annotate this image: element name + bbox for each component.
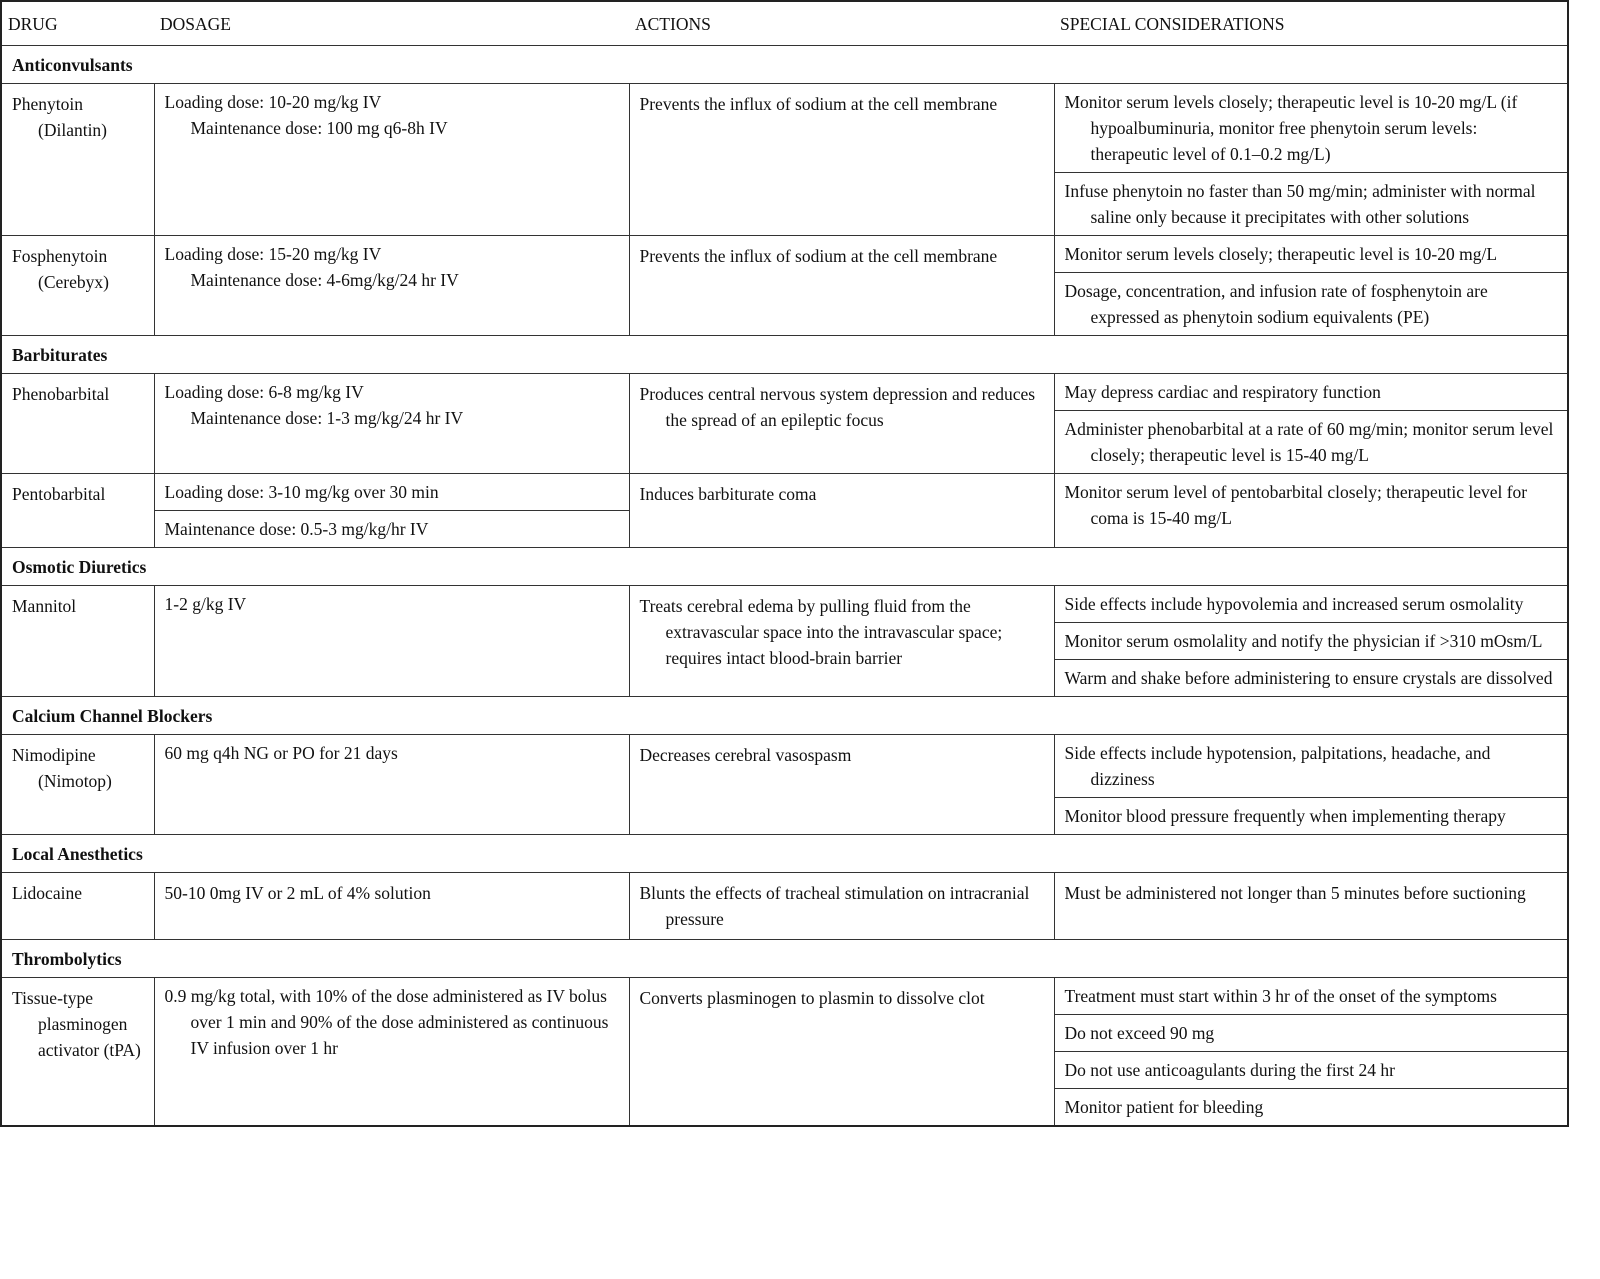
dosage-cell: [154, 873, 629, 940]
group-row: [1, 336, 1568, 374]
table-row: [1, 586, 1568, 623]
dosage-line: Loading dose: 6-8 mg/kg IV: [164, 382, 364, 402]
dosage-line: 60 mg q4h NG or PO for 21 days: [164, 743, 398, 763]
header-special-considerations: SPECIAL CONSIDERATIONS: [1054, 1, 1568, 46]
header-actions: ACTIONS: [629, 1, 1054, 46]
dosage-line: Loading dose: 15-20 mg/kg IV: [164, 244, 382, 264]
table-row: [1, 978, 1568, 1015]
dosage-cell: [154, 84, 629, 236]
consideration-cell: Monitor patient for bleeding: [1054, 1089, 1568, 1127]
dosage-cell: [154, 374, 629, 474]
group-name: Calcium Channel Blockers: [1, 697, 1568, 735]
header-drug: DRUG: [1, 1, 154, 46]
consideration-cell: Warm and shake before administering to ensure crystals are dissolved: [1054, 660, 1568, 697]
consideration-cell: Side effects include hypotension, palpitations, headache, and dizziness: [1054, 735, 1568, 798]
group-row: [1, 835, 1568, 873]
dosage-line: Loading dose: 10-20 mg/kg IV: [164, 92, 382, 112]
actions-cell: Produces central nervous system depression and reduces the spread of an epileptic focus: [629, 374, 1054, 474]
consideration-cell: Monitor blood pressure frequently when implementing therapy: [1054, 798, 1568, 835]
consideration-cell: Monitor serum osmolality and notify the physician if >310 mOsm/L: [1054, 623, 1568, 660]
consideration-cell: Must be administered not longer than 5 minutes before suctioning: [1054, 873, 1568, 940]
drug-name: Nimodipine (Nimotop): [1, 735, 154, 835]
table-row: [1, 873, 1568, 940]
dosage-line: 50-10 0mg IV or 2 mL of 4% solution: [164, 883, 431, 903]
drug-name: Mannitol: [1, 586, 154, 697]
group-name: Local Anesthetics: [1, 835, 1568, 873]
consideration-cell: Dosage, concentration, and infusion rate of fosphenytoin are expressed as phenytoin sodium equivalents (PE): [1054, 273, 1568, 336]
group-row: [1, 940, 1568, 978]
dosage-line: 0.9 mg/kg total, with 10% of the dose administered as IV bolus over 1 min and 90% of the dose administered as continuous IV infusion over 1 hr: [164, 986, 609, 1058]
actions-cell: Decreases cerebral vasospasm: [629, 735, 1054, 835]
group-name: Barbiturates: [1, 336, 1568, 374]
drug-name: Pentobarbital: [1, 474, 154, 548]
group-name: Anticonvulsants: [1, 46, 1568, 84]
table-row: [1, 735, 1568, 798]
dosage-cell: [154, 236, 629, 336]
drug-name: Phenobarbital: [1, 374, 154, 474]
actions-cell: Prevents the influx of sodium at the cell membrane: [629, 236, 1054, 336]
consideration-cell: Treatment must start within 3 hr of the onset of the symptoms: [1054, 978, 1568, 1015]
consideration-cell: Monitor serum level of pentobarbital closely; therapeutic level for coma is 15-40 mg/L: [1054, 474, 1568, 548]
header-dosage: DOSAGE: [154, 1, 629, 46]
dosage-cell: [154, 735, 629, 835]
drug-name: Phenytoin (Dilantin): [1, 84, 154, 236]
header-row: [1, 1, 1568, 46]
table-row: [1, 236, 1568, 273]
consideration-cell: Side effects include hypovolemia and increased serum osmolality: [1054, 586, 1568, 623]
dosage-line: Maintenance dose: 0.5-3 mg/kg/hr IV: [164, 519, 429, 539]
dosage-line: Loading dose: 3-10 mg/kg over 30 min: [164, 482, 439, 502]
group-name: Thrombolytics: [1, 940, 1568, 978]
consideration-cell: Do not use anticoagulants during the first 24 hr: [1054, 1052, 1568, 1089]
group-name: Osmotic Diuretics: [1, 548, 1568, 586]
drug-name: Lidocaine: [1, 873, 154, 940]
consideration-cell: Monitor serum levels closely; therapeutic level is 10-20 mg/L (if hypoalbuminuria, monitor free phenytoin serum levels: therapeutic level of 0.1–0.2 mg/L): [1054, 84, 1568, 173]
table-row: [1, 84, 1568, 173]
dosage-cell: [154, 978, 629, 1127]
group-row: [1, 46, 1568, 84]
actions-cell: Prevents the influx of sodium at the cell membrane: [629, 84, 1054, 236]
actions-cell: Blunts the effects of tracheal stimulation on intracranial pressure: [629, 873, 1054, 940]
consideration-cell: Do not exceed 90 mg: [1054, 1015, 1568, 1052]
dosage-cell: [154, 586, 629, 697]
drug-name: Fosphenytoin (Cerebyx): [1, 236, 154, 336]
table-row: [1, 374, 1568, 411]
dosage-line: Maintenance dose: 4-6mg/kg/24 hr IV: [190, 270, 459, 290]
dosage-cell: [154, 474, 629, 511]
dosage-line: Maintenance dose: 1-3 mg/kg/24 hr IV: [190, 408, 464, 428]
dosage-line: Maintenance dose: 100 mg q6-8h IV: [190, 118, 448, 138]
group-row: [1, 548, 1568, 586]
consideration-cell: May depress cardiac and respiratory function: [1054, 374, 1568, 411]
drug-name: Tissue-type plasminogen activator (tPA): [1, 978, 154, 1127]
actions-cell: Induces barbiturate coma: [629, 474, 1054, 548]
actions-cell: Treats cerebral edema by pulling fluid from the extravascular space into the intravascular space; requires intact blood-brain barrier: [629, 586, 1054, 697]
consideration-cell: Administer phenobarbital at a rate of 60 mg/min; monitor serum level closely; therapeutic level is 15-40 mg/L: [1054, 411, 1568, 474]
table-row: [1, 474, 1568, 511]
group-row: [1, 697, 1568, 735]
dosage-line: 1-2 g/kg IV: [164, 594, 247, 614]
dosage-cell: [154, 511, 629, 548]
table-body: [1, 46, 1568, 1127]
actions-cell: Converts plasminogen to plasmin to dissolve clot: [629, 978, 1054, 1127]
consideration-cell: Monitor serum levels closely; therapeutic level is 10-20 mg/L: [1054, 236, 1568, 273]
consideration-cell: Infuse phenytoin no faster than 50 mg/min; administer with normal saline only because it precipitates with other solutions: [1054, 173, 1568, 236]
